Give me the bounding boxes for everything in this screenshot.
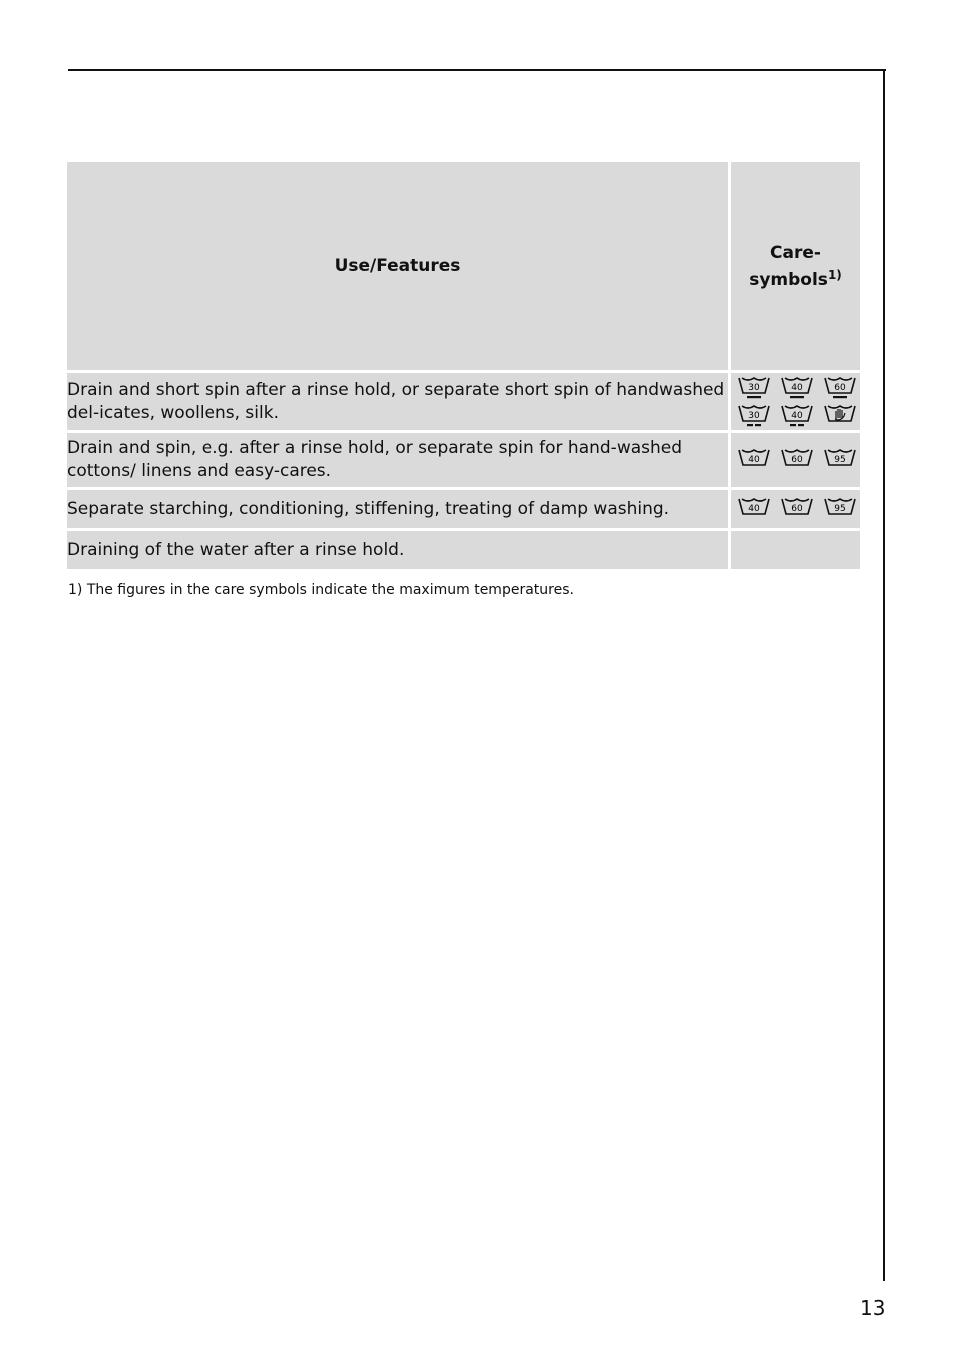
temperature-label: 40 [791,410,803,421]
wash-tub-icon [781,375,813,401]
wash-tub-icon [781,496,813,522]
care-symbols-cell [731,528,860,569]
hand-wash-icon [824,403,856,429]
wash-tub-icon [824,375,856,401]
footnote-marker: 1) [827,267,842,282]
wash-tub-icon [781,447,813,473]
footnote: 1) The figures in the care symbols indicate the maximum temperatures. [68,582,574,598]
care-table [67,162,860,569]
wash-tub-icon [738,403,770,429]
temperature-label: 40 [791,382,803,393]
temperature-label: 95 [834,504,846,514]
top-rule [68,69,886,71]
temperature-label: 95 [834,455,846,465]
temperature-label: 60 [791,504,803,514]
wash-tub-icon [738,496,770,522]
table-row [67,487,860,528]
care-symbols-cell [731,487,860,528]
table-row [67,430,860,487]
header-use-features: Use/Features [67,162,731,370]
temperature-label: 30 [748,382,760,393]
care-symbols-cell [731,430,860,487]
header-symbols-label: symbols [749,269,828,290]
right-rule [883,69,885,1281]
care-symbols-cell [731,370,860,430]
temperature-label: 60 [791,455,803,465]
feature-text: Drain and short spin after a rinse hold, or separate short spin of handwashed del-icates, woollens, silk. [67,370,731,430]
table-row [67,370,860,430]
temperature-label: 40 [748,504,760,514]
wash-tub-icon [738,375,770,401]
feature-text: Drain and spin, e.g. after a rinse hold, or separate spin for hand-washed cottons/ linens and easy-cares. [67,430,731,487]
wash-tub-icon [824,447,856,473]
header-care-symbols [731,162,860,370]
temperature-label: 60 [834,382,846,393]
page-number: 13 [860,1296,886,1320]
temperature-label: 40 [748,455,760,465]
table-row [67,528,860,569]
table-header-row [67,162,860,370]
temperature-label: 30 [748,410,760,421]
wash-tub-icon [738,447,770,473]
header-care-label: Care- [770,242,821,263]
feature-text: Separate starching, conditioning, stiffening, treating of damp washing. [67,487,731,528]
wash-tub-icon [781,403,813,429]
feature-text: Draining of the water after a rinse hold. [67,528,731,569]
wash-tub-icon [824,496,856,522]
